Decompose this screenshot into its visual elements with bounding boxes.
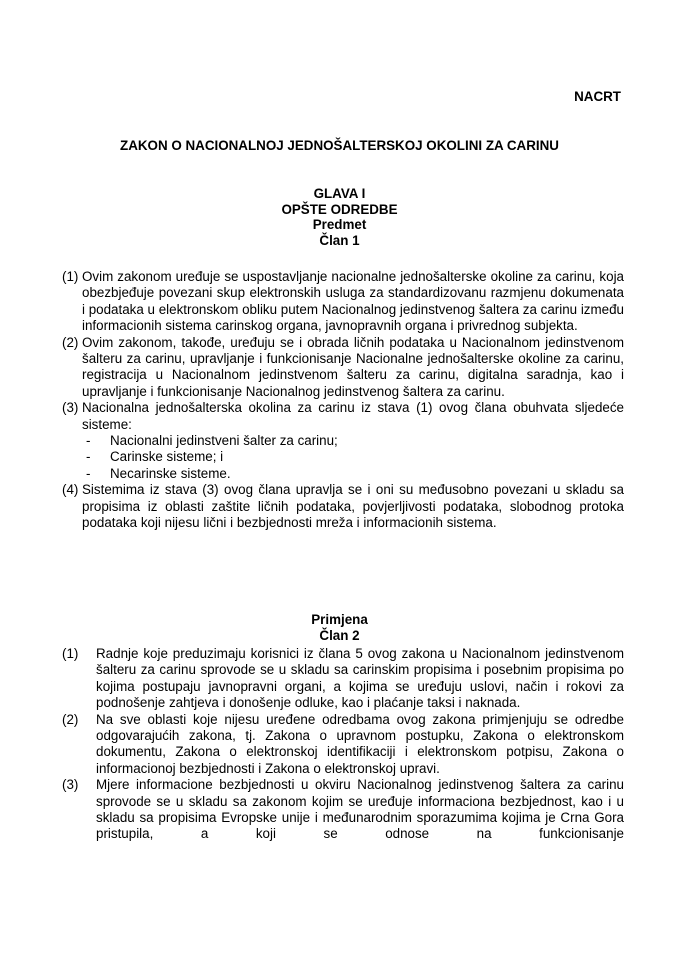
paragraph-number: (2)	[62, 711, 79, 727]
chapter-heading	[0, 186, 679, 248]
paragraph-text: Nacionalna jednošalterska okolina za carinu iz stava (1) ovog člana obuhvata sljedeće sisteme:	[82, 400, 624, 432]
paragraph-number: (3)	[62, 400, 79, 416]
dash-bullet: -	[86, 449, 91, 465]
paragraph-text: Radnje koje preduzimaju korisnici iz člana 5 ovog zakona u Nacionalnom jedinstvenom šalteru za carinu sprovode se u skladu sa carinskim propisima i posebnim propisima po kojima postupaju javnopravni organi, a kojima se uređuju uslovi, način i rokovi za podnošenje zahtjeva i donošenje odluke, kao i plaćanje taksi i naknada.	[96, 646, 624, 711]
article2-paragraph-2	[62, 712, 624, 778]
list-item-text: Necarinske sisteme.	[110, 465, 231, 481]
article2-paragraph-1	[62, 646, 624, 712]
paragraph-text: Ovim zakonom, takođe, uređuju se i obrada ličnih podataka u Nacionalnom jedinstvenom šalteru za carinu, upravljanje i funkcionisanje Nacionalne jednošalterske okoline za carinu, registracija u Nacionalnom jedinstvenom šalteru za carinu, digitalna saradnja, kao i upravljanje i funkcionisanje Nacionalnog jedinstvenog šaltera za carinu.	[82, 334, 624, 399]
paragraph-text: Sistemima iz stava (3) ovog člana upravlja se i oni su međusobno povezani u skladu sa propisima iz oblasti zaštite ličnih podataka, povjerljivosti podataka, slobodnog protoka podataka koji nijesu lični i bezbjednosti mreža i informacionih sistema.	[82, 482, 624, 531]
paragraph-number: (3)	[62, 777, 79, 793]
article2-body	[62, 646, 624, 843]
law-title: ZAKON O NACIONALNOJ JEDNOŠALTERSKOJ OKOLINI ZA CARINU	[120, 138, 559, 153]
article1-body	[62, 269, 624, 532]
list-item	[82, 449, 624, 465]
list-item-text: Nacionalni jedinstveni šalter za carinu;	[110, 433, 338, 449]
chapter-number: GLAVA I	[313, 186, 366, 201]
dash-bullet: -	[86, 433, 91, 449]
paragraph-number: (2)	[62, 334, 79, 350]
list-item	[82, 466, 624, 482]
article1-label: Član 1	[319, 232, 360, 248]
dash-bullet: -	[86, 465, 91, 481]
article2-heading	[0, 612, 679, 643]
draft-label: NACRT	[574, 89, 621, 104]
paragraph-text: Ovim zakonom uređuje se uspostavljanje nacionalne jednošalterske okoline za carinu, koja obezbjeđuje povezani skup elektronskih usluga za standardizovanu razmjenu dokumenata i podataka u elektronskom obliku putem Nacionalnog jedinstvenog šaltera za carinu između informacionih sistema carinskog organa, javnopravnih organa i privrednog subjekta.	[82, 269, 624, 334]
chapter-name: OPŠTE ODREDBE	[281, 201, 398, 217]
paragraph-number: (1)	[62, 646, 79, 661]
article1-subject: Predmet	[312, 217, 367, 233]
article1-paragraph-1	[62, 269, 624, 335]
article2-label: Član 2	[319, 627, 360, 643]
paragraph-number: (4)	[62, 482, 79, 498]
article1-paragraph-3	[62, 400, 624, 433]
article2-paragraph-3	[62, 777, 624, 843]
paragraph-text: Mjere informacione bezbjednosti u okviru Nacionalnog jedinstvenog šaltera za carinu sprovode se u skladu sa zakonom kojim se uređuje informaciona bezbjednost, kao i u skladu sa propisima Evropske unije i međunarodnim sporazumima kojima je Crna Gora pristupila, a koji se odnose na funkcionisanje	[96, 777, 624, 842]
paragraph-text: Na sve oblasti koje nijesu uređene odredbama ovog zakona primjenjuju se odredbe odgovarajućih zakona, tj. Zakona o upravnom postupku, Zakona o elektronskom dokumentu, Zakona o elektronskoj identifikaciji i elektronskom potpisu, Zakona o informacionoj bezbjednosti i Zakona o elektronskoj upravi.	[96, 711, 624, 776]
list-item	[82, 433, 624, 449]
article1-system-list	[62, 433, 624, 482]
list-item-text: Carinske sisteme; i	[110, 449, 224, 465]
paragraph-number: (1)	[62, 269, 79, 284]
article2-subject: Primjena	[311, 612, 368, 627]
article1-paragraph-4	[62, 482, 624, 531]
article1-paragraph-2	[62, 335, 624, 401]
